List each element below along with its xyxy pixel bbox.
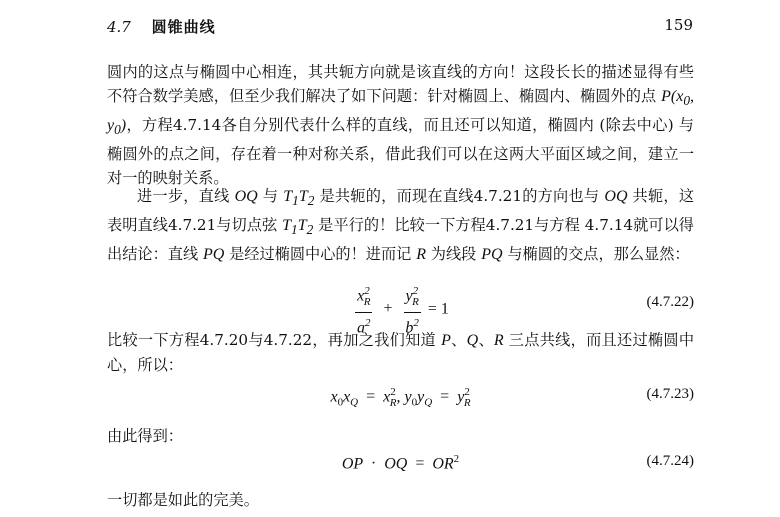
eq3-rhs: OR <box>432 455 454 473</box>
p1-text-1: 圆内的这点与椭圆中心相连，其共轭方向就是该直线的方向！这段长长的描述显得有些不符合数学美感，但至少我们解决了如下问题：针对椭圆上、椭圆内、椭圆外的点 <box>107 63 694 105</box>
eq2-yQ: y <box>417 388 425 406</box>
p3-t3: 、 <box>478 331 494 349</box>
eq2-yRsup: 2 <box>464 386 470 398</box>
p2-m1: OQ <box>234 188 258 205</box>
p2-m4s2: 2 <box>306 222 314 238</box>
eq3-lhs2: OQ <box>384 455 408 473</box>
eq2-y0: y <box>404 388 412 406</box>
eq2-yQs: Q <box>424 396 433 409</box>
eq2-eq2: = <box>440 388 450 406</box>
paragraph-2 <box>107 184 694 267</box>
eq1-asup: 2 <box>365 316 371 329</box>
eq2-y0s: 0 <box>411 396 418 409</box>
page-number: 159 <box>664 16 693 34</box>
p2-t2: 与 <box>257 187 284 205</box>
eq2-body <box>107 386 694 409</box>
p2-m6: R <box>416 246 426 264</box>
p2-m2s1: 1 <box>292 193 299 209</box>
eq2-x0s: 0 <box>337 396 344 409</box>
p3-t4: 三点共线，而且还过椭圆中心，所以： <box>107 331 695 374</box>
eq1-plus: + <box>383 300 393 318</box>
equation-4-7-23 <box>107 386 694 410</box>
page-header <box>107 16 693 38</box>
eq1-frac-x-numerator <box>355 282 372 313</box>
eq1-b: b <box>405 318 414 336</box>
eq1-xsub: R <box>363 295 371 308</box>
eq2-xRs: R <box>389 396 397 409</box>
p3-m2: Q <box>466 332 479 349</box>
eq2-yR: y <box>457 388 465 406</box>
eq1-frac-y-numerator <box>404 282 421 313</box>
eq1-xsup: 2 <box>364 285 370 297</box>
p2-m2a: T <box>283 188 293 205</box>
p2-m4a: T <box>282 217 292 235</box>
eq2-xQs: Q <box>350 396 359 409</box>
paragraph-4: 由此得到： <box>107 427 183 445</box>
eq2-yRs: R <box>463 396 471 409</box>
eq3-eq: = <box>415 455 425 473</box>
eq1-rhs: = 1 <box>427 300 449 318</box>
p3-t1: 比较一下方程4.7.20与4.7.22，再加之我们知道 <box>107 331 442 349</box>
p1-m1c: ) <box>120 117 127 135</box>
equation-4-7-22 <box>107 282 694 336</box>
p2-m2b: T <box>298 188 308 205</box>
eq1-number: (4.7.22) <box>646 294 694 310</box>
p2-t5: 是平行的！比较一下方程4.7.21与方程 4.7.14就可以得出结论：直线 <box>107 216 694 264</box>
p2-t8: 与椭圆的交点，那么显然： <box>502 245 690 264</box>
p1-m1b: , y <box>107 88 694 135</box>
eq2-xR: x <box>383 388 391 406</box>
eq1-a: a <box>357 318 366 336</box>
p2-m5: PQ <box>202 246 225 264</box>
section-number: 4.7 <box>107 18 131 36</box>
p2-m2 <box>283 188 315 209</box>
p1-text-2: ，方程4.7.14各自分别代表什么样的直线，而且还可以知道，椭圆内 (除去中心) 与椭圆外的点之间，存在着一种对称关系，借此我们可以在这两大平面区域之间，建立一对一的映射关系。 <box>107 116 694 188</box>
p2-t3: 是共轭的，而现在直线4.7.21的方向也与 <box>314 187 605 205</box>
p2-t6: 是经过椭圆中心的！进而记 <box>224 245 417 264</box>
eq3-rhssup: 2 <box>453 453 460 465</box>
p1-m1s0: 0 <box>683 93 690 109</box>
eq1-y: y <box>405 287 413 305</box>
p2-t4: 共轭，这表明直线4.7.21与切点弦 <box>107 187 695 235</box>
paragraph-1 <box>107 60 694 190</box>
eq3-body <box>107 453 694 473</box>
paragraph-5: 一切都是如此的完美。 <box>107 491 259 509</box>
p2-m4 <box>282 217 314 238</box>
p1-m1s1: 0 <box>114 122 121 138</box>
paragraph-3 <box>107 328 694 377</box>
eq2-number: (4.7.23) <box>646 386 694 402</box>
eq3-number: (4.7.24) <box>646 453 694 469</box>
p2-m7: PQ <box>481 246 503 264</box>
eq3-lhs1: OP <box>341 455 363 473</box>
p2-m2s2: 2 <box>307 193 315 209</box>
eq2-xRsup: 2 <box>390 386 396 398</box>
eq1-x: x <box>357 287 365 305</box>
eq3-dot: · <box>370 455 377 473</box>
p3-m1: P <box>441 332 451 349</box>
section-title: 圆锥曲线 <box>151 18 216 36</box>
eq1-ysup: 2 <box>412 285 419 297</box>
p1-m1: P(x <box>661 88 684 105</box>
p3-t2: 、 <box>450 331 467 349</box>
eq2-eq1: = <box>366 388 376 406</box>
eq1-ysub: R <box>412 295 419 308</box>
eq1-bsup: 2 <box>413 316 419 329</box>
p3-m3: R <box>493 332 504 349</box>
equation-4-7-24 <box>107 453 694 477</box>
eq2-xQ: x <box>343 388 351 406</box>
p2-m3: OQ <box>604 188 628 205</box>
p2-m4b: T <box>297 217 307 235</box>
p2-m4s1: 1 <box>291 222 298 238</box>
eq2-x0: x <box>330 388 338 406</box>
p2-t7: 为线段 <box>425 245 482 264</box>
eq2-comma: , <box>396 388 401 406</box>
p2-t1: 进一步，直线 <box>137 187 235 205</box>
